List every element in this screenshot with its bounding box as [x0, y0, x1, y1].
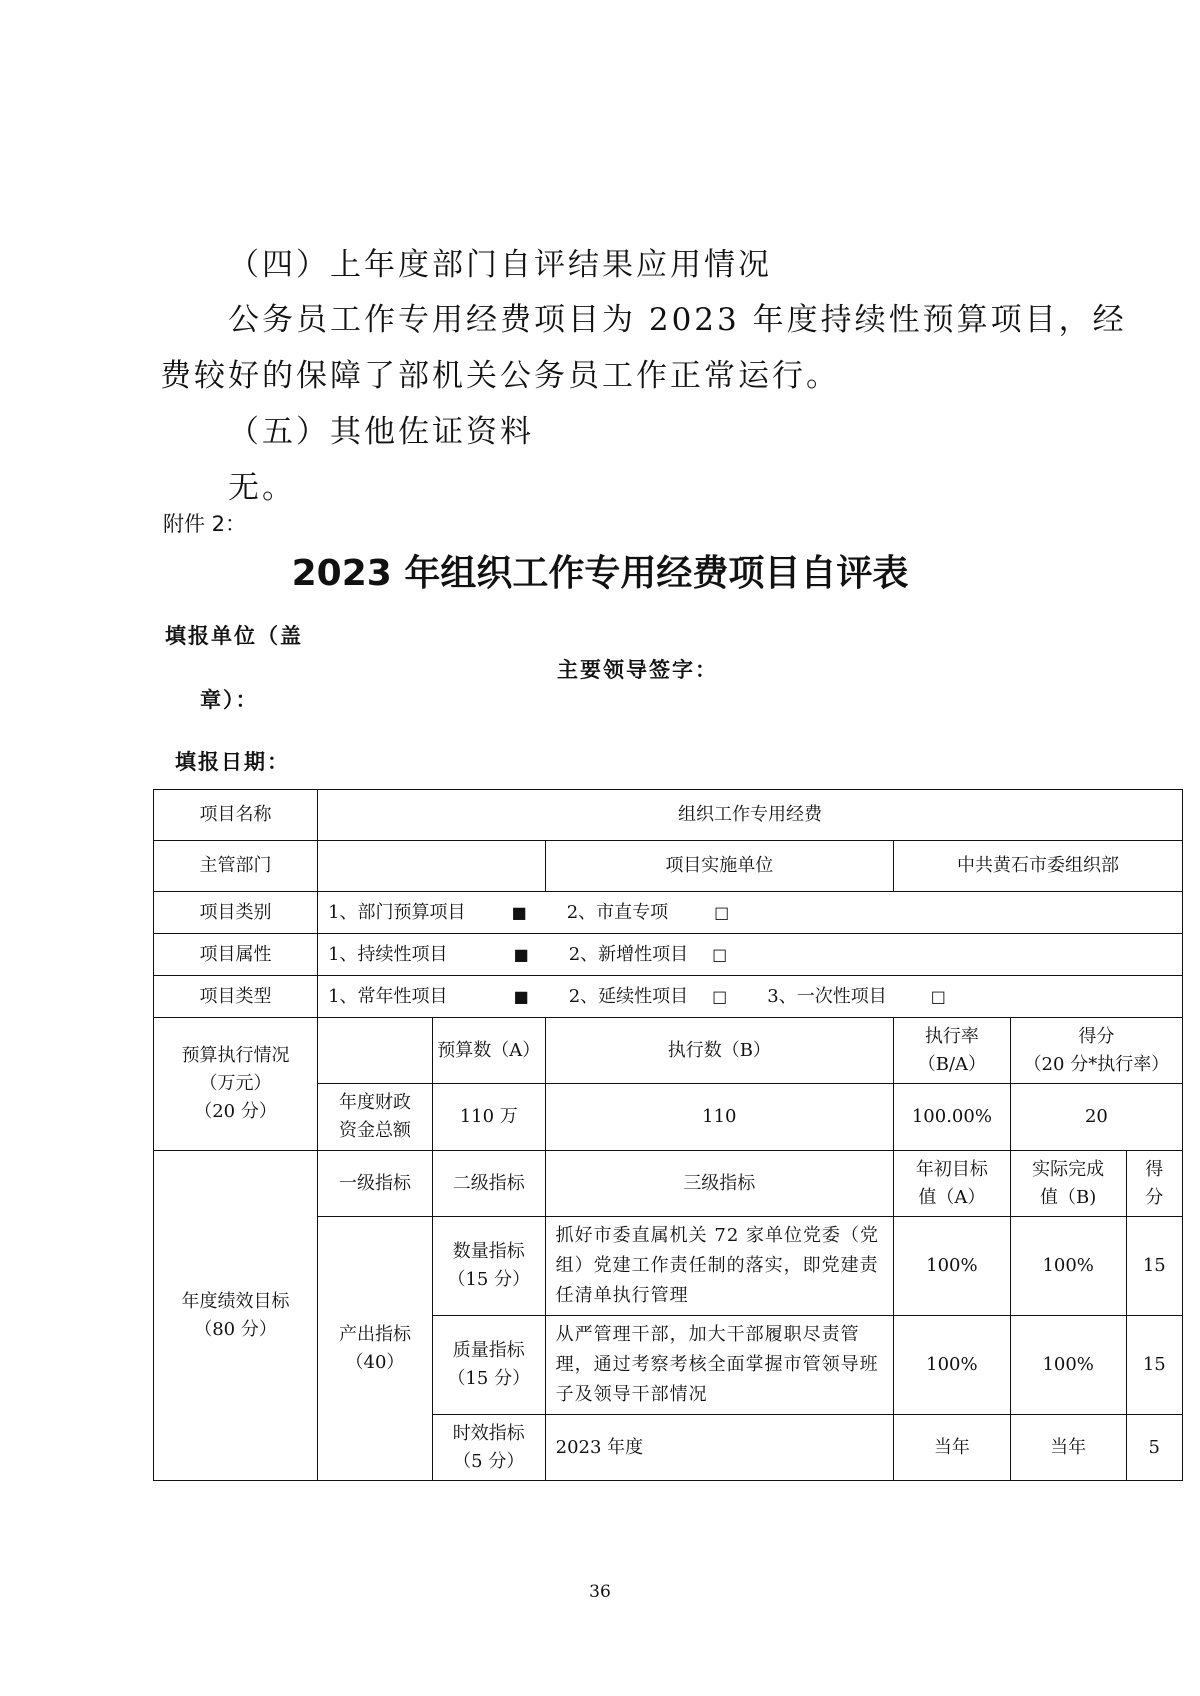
section4-body-line2: 费较好的保障了部机关公务员工作正常运行。: [160, 358, 840, 394]
row-project-attribute: [154, 934, 1183, 976]
output-indicator-label: [318, 1217, 433, 1481]
dept-label: 主管部门: [154, 841, 318, 892]
quality-target: 100%: [894, 1316, 1011, 1415]
row-budget-header: [154, 1018, 1183, 1084]
category-option-1: 1、部门预算项目: [328, 901, 466, 923]
category-option-2: 2、市直专项: [566, 901, 669, 923]
timeliness-label-line2: （5 分）: [453, 1450, 525, 1472]
type-option-3: 3、一次性项目: [767, 985, 887, 1007]
row-project-category: [154, 892, 1183, 934]
output-label-line1: 产出指标: [338, 1323, 411, 1345]
quantity-score: 15: [1126, 1217, 1182, 1316]
quantity-label-line1: 数量指标: [452, 1241, 525, 1262]
checked-box-icon: ■: [511, 902, 527, 922]
col-level2-indicator: 二级指标: [432, 1151, 545, 1217]
row-project-type: [154, 976, 1183, 1018]
type-option-2: 2、延续性项目: [568, 985, 689, 1007]
budget-label-line1: 预算执行情况: [181, 1045, 290, 1066]
col-exec-rate-line1: 执行率: [924, 1025, 979, 1047]
timeliness-indicator-label: [432, 1415, 545, 1481]
row-project-name: [154, 790, 1183, 841]
timeliness-indicator-detail: 2023 年度: [545, 1415, 893, 1481]
budget-label-line3: （20 分）: [194, 1101, 277, 1122]
output-label-line2: （40）: [345, 1351, 405, 1373]
checked-box-icon: ■: [513, 986, 529, 1006]
document-title: 2023 年组织工作专用经费项目自评表: [291, 553, 909, 594]
type-option-1: 1、常年性项目: [328, 985, 448, 1007]
section4-heading: （四）上年度部门自评结果应用情况: [228, 247, 772, 283]
project-name-value: 组织工作专用经费: [318, 790, 1183, 841]
col-exec-rate-line2: （B/A）: [917, 1053, 987, 1075]
perf-label-line1: 年度绩效目标: [181, 1290, 290, 1312]
impl-unit-value: 中共黄石市委组织部: [894, 841, 1183, 892]
budget-blank-cell: [318, 1018, 433, 1084]
col-level3-indicator: 三级指标: [545, 1151, 893, 1217]
quality-score: 15: [1126, 1316, 1182, 1415]
quality-label-line1: 质量指标: [452, 1340, 525, 1361]
budget-label-line2: （万元）: [199, 1073, 272, 1094]
col-actual-line1: 实际完成: [1032, 1158, 1105, 1180]
col-target-line2: 值（A）: [918, 1186, 986, 1208]
quantity-label-line2: （15 分）: [447, 1269, 531, 1290]
unchecked-box-icon: □: [712, 944, 728, 964]
exec-amount-value: 110: [545, 1084, 893, 1151]
fiscal-total-label: [318, 1084, 433, 1151]
col-budget-amount: 预算数（A）: [432, 1018, 545, 1084]
category-label: 项目类别: [154, 892, 318, 934]
perf-label-line2: （80 分）: [194, 1318, 277, 1340]
dept-value: [318, 841, 546, 892]
fiscal-total-label-line1: 年度财政: [338, 1092, 411, 1113]
fiscal-total-label-line2: 资金总额: [338, 1120, 411, 1141]
timeliness-label-line1: 时效指标: [452, 1422, 525, 1444]
attachment-label: 附件 2：: [163, 512, 247, 536]
attribute-options: [318, 934, 1183, 976]
exec-rate-value: 100.00%: [894, 1084, 1011, 1151]
section5-heading: （五）其他佐证资料: [228, 414, 534, 450]
col-perf-score: [1126, 1151, 1182, 1217]
quality-actual: 100%: [1010, 1316, 1126, 1415]
quantity-indicator-detail: 抓好市委直属机关 72 家单位党委（党组）党建工作责任制的落实，即党建责任清单执行管理: [545, 1217, 893, 1316]
row-perf-header: [154, 1151, 1183, 1217]
fill-date-label: 填报日期：: [175, 750, 290, 774]
impl-unit-label: 项目实施单位: [545, 841, 893, 892]
budget-amount-value: 110 万: [432, 1084, 545, 1151]
attribute-option-1: 1、持续性项目: [328, 943, 448, 965]
budget-section-label: [154, 1018, 318, 1151]
timeliness-actual: 当年: [1010, 1415, 1126, 1481]
checked-box-icon: ■: [513, 944, 529, 964]
quality-label-line2: （15 分）: [447, 1368, 531, 1389]
col-budget-score-line1: 得分: [1078, 1025, 1115, 1047]
unchecked-box-icon: □: [930, 986, 946, 1006]
col-budget-score: [1010, 1018, 1182, 1084]
budget-score-value: 20: [1010, 1084, 1182, 1151]
col-perf-score-line1: 得: [1145, 1158, 1164, 1180]
unit-label-line1: 填报单位（盖: [165, 624, 303, 648]
timeliness-target: 当年: [894, 1415, 1011, 1481]
attribute-option-2: 2、新增性项目: [568, 943, 689, 965]
col-perf-score-line2: 分: [1145, 1186, 1164, 1208]
section5-body: 无。: [228, 470, 296, 506]
unchecked-box-icon: □: [712, 986, 728, 1006]
leader-signature-label: 主要领导签字：: [557, 658, 718, 682]
self-evaluation-table: [153, 789, 1183, 1481]
attribute-label: 项目属性: [154, 934, 318, 976]
timeliness-score: 5: [1126, 1415, 1182, 1481]
col-actual-line2: 值（B): [1040, 1186, 1097, 1208]
type-label: 项目类型: [154, 976, 318, 1018]
category-options: [318, 892, 1183, 934]
page-number: 36: [589, 1582, 611, 1602]
type-options: [318, 976, 1183, 1018]
section4-body-line1: 公务员工作专用经费项目为 2023 年度持续性预算项目，经: [228, 302, 1127, 338]
col-level1-indicator: 一级指标: [318, 1151, 433, 1217]
unit-label-line2: 章）：: [200, 688, 259, 712]
project-name-label: 项目名称: [154, 790, 318, 841]
quantity-target: 100%: [894, 1217, 1011, 1316]
row-department: [154, 841, 1183, 892]
quality-indicator-detail: 从严管理干部，加大干部履职尽责管理，通过考察考核全面掌握市管领导班子及领导干部情况: [545, 1316, 893, 1415]
col-exec-rate: [894, 1018, 1011, 1084]
col-budget-score-line2: （20 分*执行率）: [1023, 1053, 1170, 1075]
perf-section-label: [154, 1151, 318, 1481]
unchecked-box-icon: □: [714, 902, 730, 922]
col-actual-value: [1010, 1151, 1126, 1217]
col-target-value: [894, 1151, 1011, 1217]
quality-indicator-label: [432, 1316, 545, 1415]
quantity-actual: 100%: [1010, 1217, 1126, 1316]
col-exec-amount: 执行数（B）: [545, 1018, 893, 1084]
quantity-indicator-label: [432, 1217, 545, 1316]
col-target-line1: 年初目标: [915, 1158, 988, 1180]
